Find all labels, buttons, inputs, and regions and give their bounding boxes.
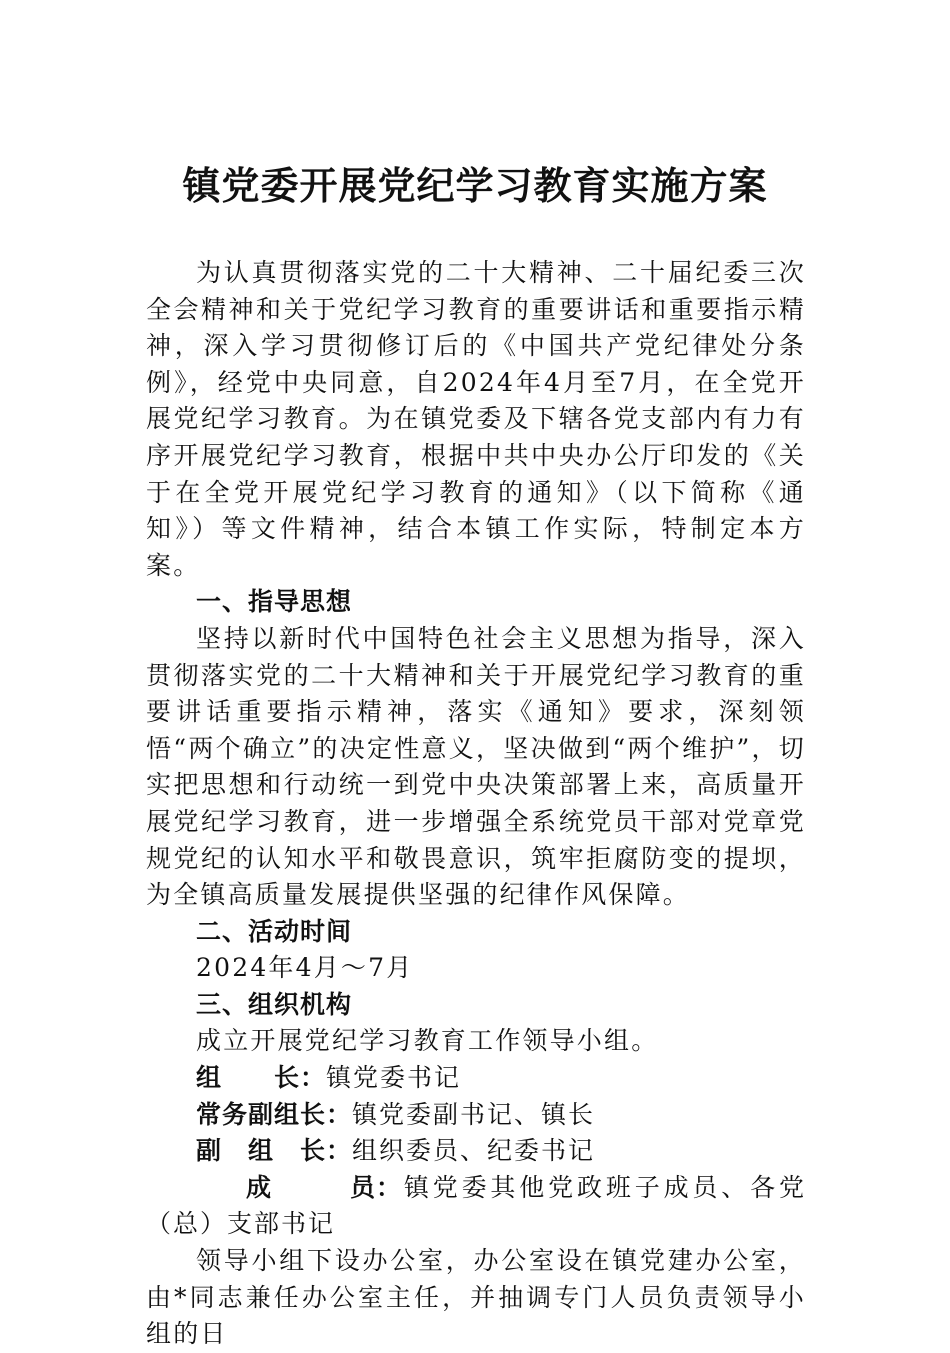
section-heading-activity-time: 二、活动时间 xyxy=(196,916,353,946)
role-value: 组织委员、纪委书记 xyxy=(352,1136,596,1166)
document-title: 镇党委开展党纪学习教育实施方案 xyxy=(182,163,768,208)
role-members xyxy=(146,1170,806,1243)
organization-intro: 成立开展党纪学习教育工作领导小组。 xyxy=(196,1026,659,1056)
activity-time-text: 2024年4月～7月 xyxy=(196,953,414,983)
role-leader xyxy=(146,1060,806,1097)
office-paragraph: 领导小组下设办公室，办公室设在镇党建办公室，由*同志兼任办公室主任，并抽调专门人员负责领导小组的日 xyxy=(146,1246,806,1349)
role-executive-deputy xyxy=(146,1097,806,1134)
guiding-thought-paragraph: 坚持以新时代中国特色社会主义思想为指导，深入贯彻落实党的二十大精神和关于开展党纪学习教育的重要讲话重要指示精神，落实《通知》要求，深刻领悟“两个确立”的决定性意义，坚决做到“两个维护”，切实把思想和行动统一到党中央决策部署上来，高质量开展党纪学习教育，进一步增强全系统党员干部对党章党规党纪的认知水平和敬畏意识，筑牢拒腐防变的提坝，为全镇高质量发展提供坚强的纪律作风保障。 xyxy=(146,623,806,910)
role-label: 组 长： xyxy=(196,1063,327,1093)
role-label: 常务副组长： xyxy=(196,1099,353,1129)
role-value: 镇党委书记 xyxy=(326,1063,462,1093)
role-deputy xyxy=(146,1133,806,1170)
section-heading-guiding-thought: 一、指导思想 xyxy=(196,587,353,617)
section-heading-organization: 三、组织机构 xyxy=(196,989,353,1019)
role-label: 副 组 长： xyxy=(196,1136,353,1166)
role-label: 成 员： xyxy=(246,1172,403,1202)
role-value: 镇党委副书记、镇长 xyxy=(352,1099,596,1129)
document-body xyxy=(146,255,806,1353)
intro-paragraph: 为认真贯彻落实党的二十大精神、二十届纪委三次全会精神和关于党纪学习教育的重要讲话和重要指示精神，深入学习贯彻修订后的《中国共产党纪律处分条例》，经党中央同意，自2024年4月至7月，在全党开展党纪学习教育。为在镇党委及下辖各党支部内有力有序开展党纪学习教育，根据中共中央办公厅印发的《关于在全党开展党纪学习教育的通知》（以下简称《通知》）等文件精神，结合本镇工作实际，特制定本方案。 xyxy=(146,258,806,580)
role-value: 镇党委其他党政班子成员、各党（总）支部书记 xyxy=(146,1172,806,1239)
